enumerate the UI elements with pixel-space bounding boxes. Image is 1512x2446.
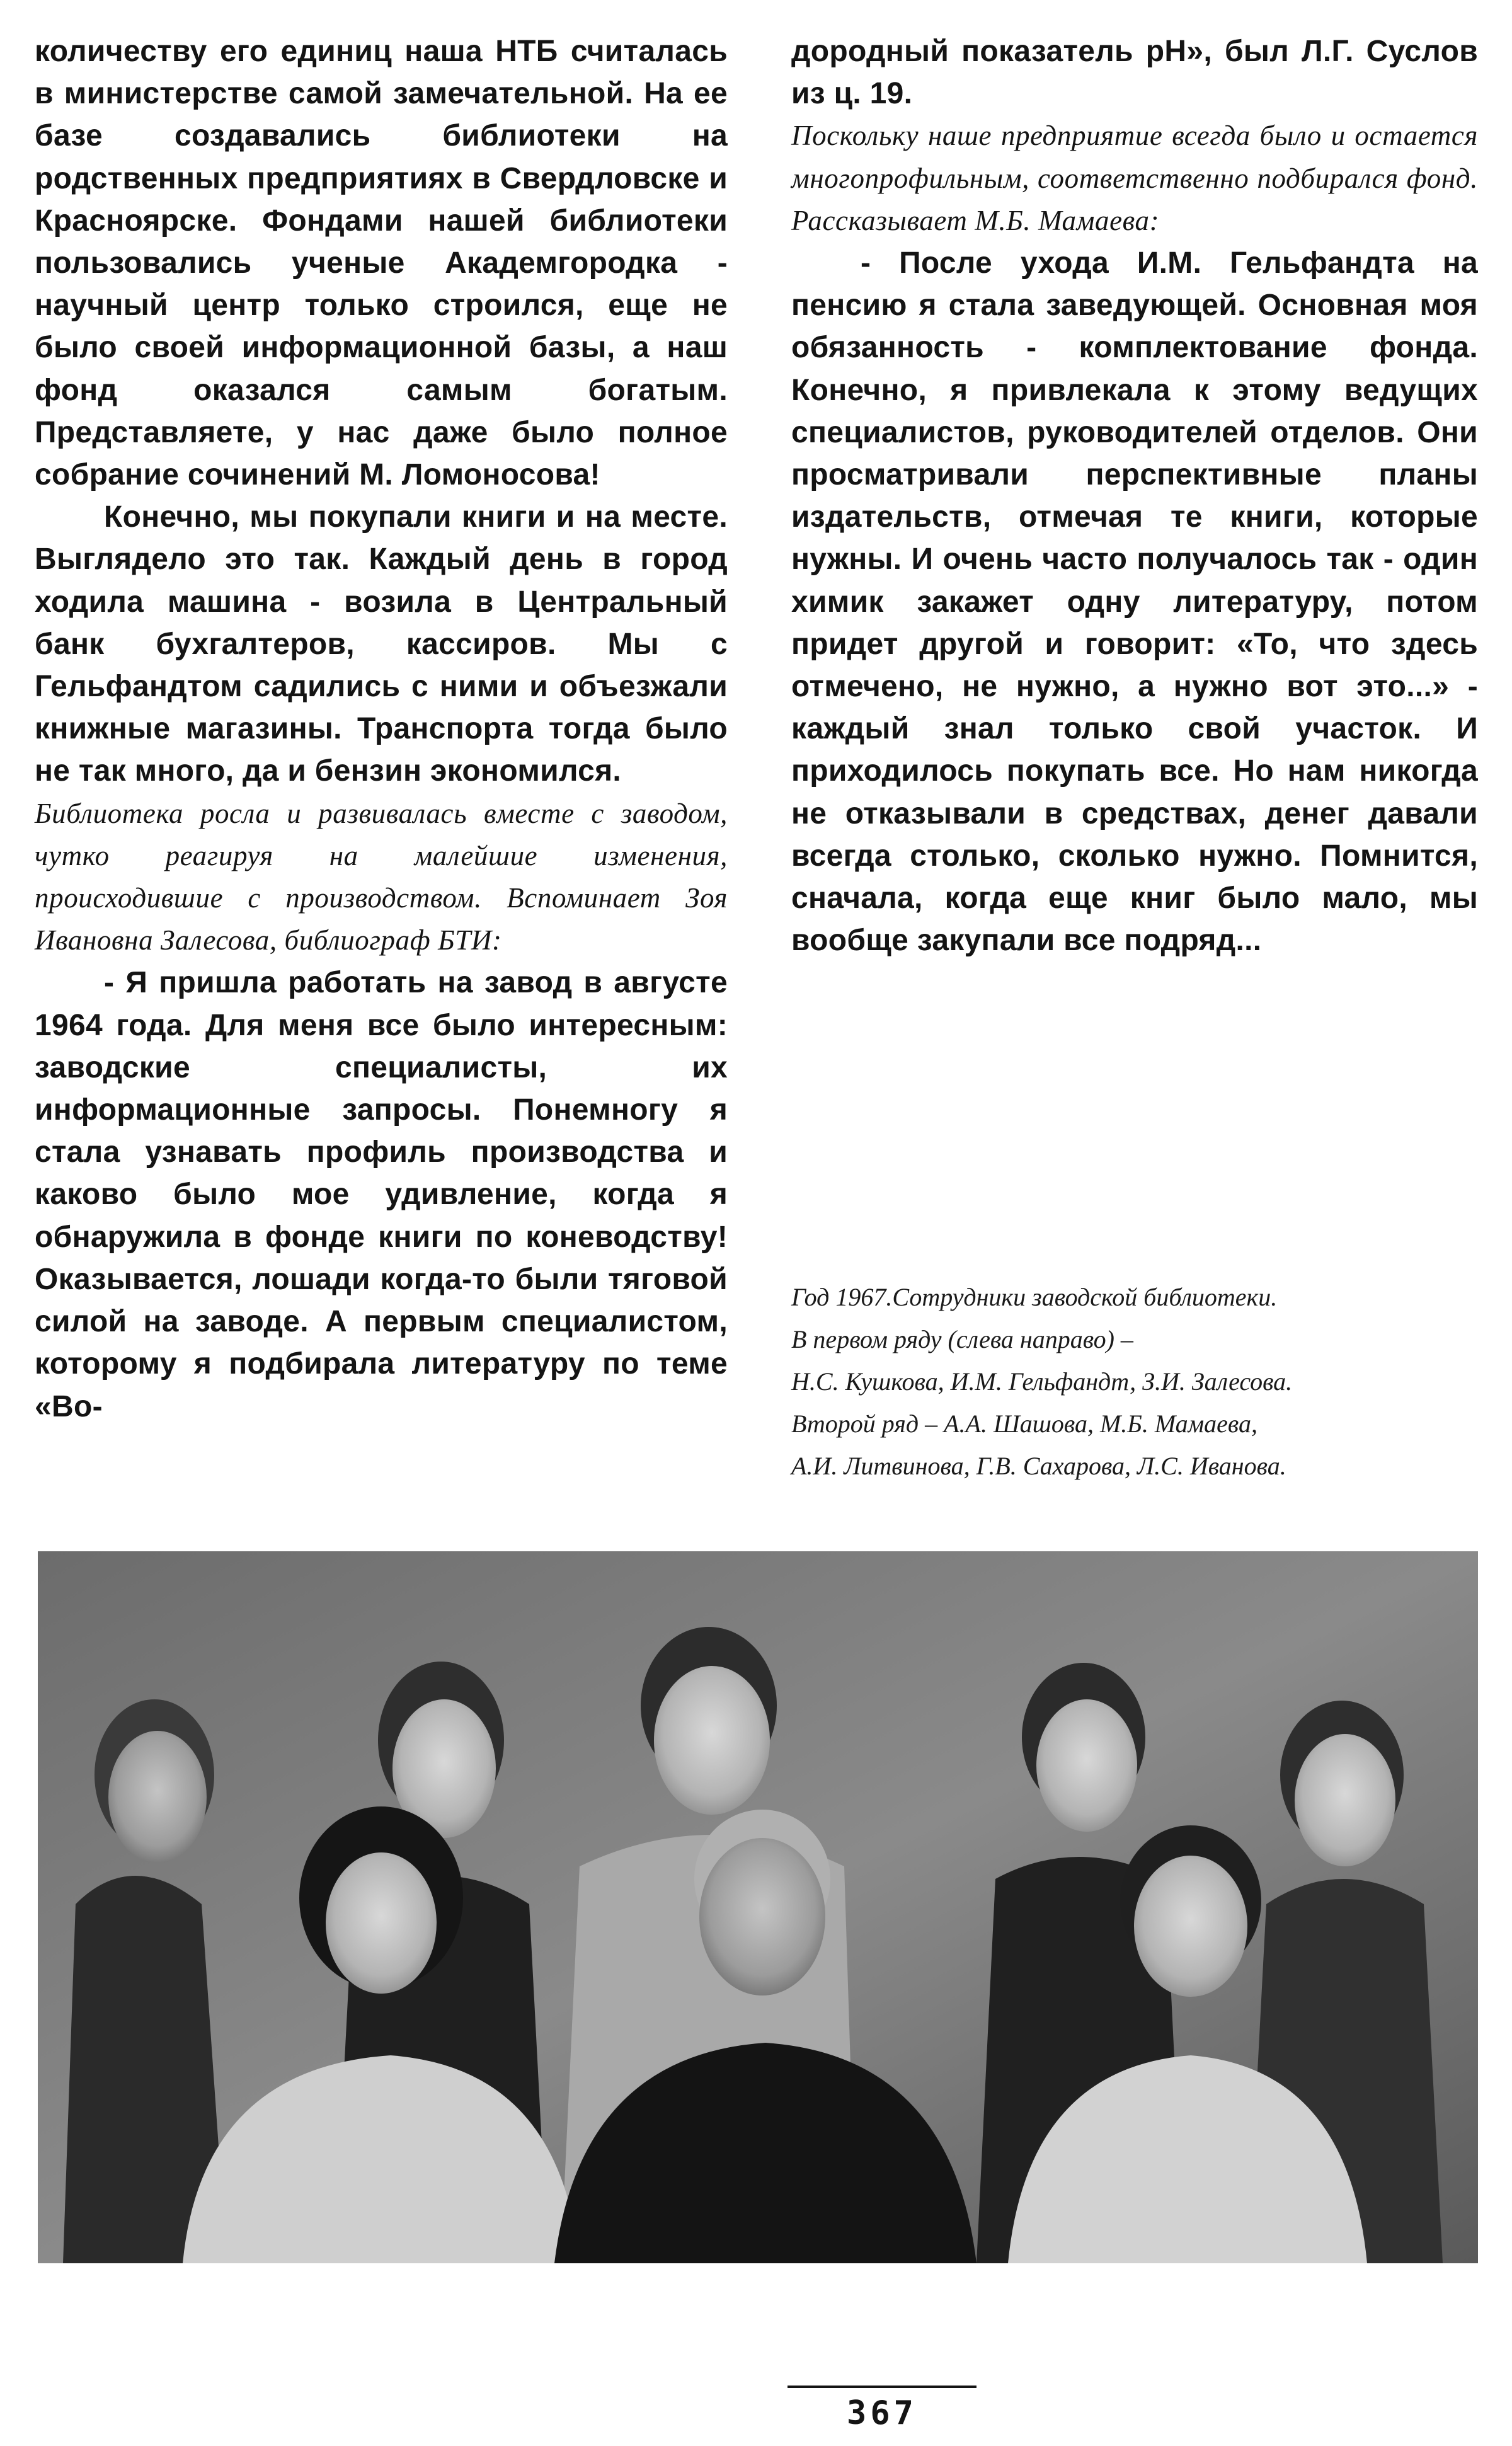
paragraph: - После ухода И.М. Гельфандта на пенсию я стала заведующей. Основная моя обязанность - комплектование фонда. Конечно, я привлекала к этому ведущих специалистов, руководителей отделов. Они просматривали перспективные планы издательств, отмечая те книги, которые нужны. И очень часто получалось так - один химик закажет одну литературу, потом придет другой и говорит: «То, что здесь отмечено, не нужно, а нужно вот это...» - каждый знал только свой участок. И приходилось покупать все. Но нам никогда не отказывали в средствах, денег давали всегда столько, сколько нужно. Помнится, сначала, когда еще книг было мало, мы вообще закупали все подряд...: [791, 246, 1478, 958]
paragraph: Конечно, мы покупали книги и на месте. Выглядело это так. Каждый день в город ходила машина - возила в Центральный банк бухгалтеров, кассиров. Мы с Гельфандтом садились с ними и объезжали книжные магазины. Транспорта тогда было не так много, да и бензин экономился.: [35, 500, 728, 788]
caption-line: Второй ряд – А.А. Шашова, М.Б. Мамаева,: [791, 1410, 1258, 1438]
intro-paragraph: Библиотека росла и развивалась вместе с заводом, чутко реагируя на малейшие изменения, происходившие с производством. Вспоминает Зоя Ивановна Залесова, библиограф БТИ:: [35, 797, 728, 956]
left-column: [35, 30, 728, 1428]
paragraph: - Я пришла работать на завод в августе 1964 года. Для меня все было интересным: заводские специалисты, их информационные запросы. Понемногу я стала узнавать профиль производства и каково было мое удивление, когда я обнаружила в фонде книги по коневодству! Оказывается, лошади когда-то были тяговой силой на заводе. А первым специалистом, которому я подбирала литературу по теме «Во-: [35, 966, 728, 1423]
intro-paragraph: Поскольку наше предприятие всегда было и остается многопрофильным, соответственно подбирался фонд. Рассказывает М.Б. Мамаева:: [791, 120, 1478, 236]
photo-caption: [791, 1276, 1484, 1487]
paragraph: количеству его единиц наша НТБ считалась в министерстве самой замечательной. На ее базе создавались библиотеки на родственных предприятиях в Свердловске и Красноярске. Фондами нашей библиотеки пользовались ученые Академгородка - научный центр только строился, еще не было своей информационной базы, а наш фонд оказался самым богатым. Представляете, у нас даже было полное собрание сочинений М. Ломоносова!: [35, 35, 728, 492]
group-portrait-photo: [38, 1551, 1478, 2263]
paragraph: дородный показатель pH», был Л.Г. Суслов из ц. 19.: [791, 35, 1478, 111]
caption-line: В первом ряду (слева направо) –: [791, 1325, 1133, 1353]
caption-line: Н.С. Кушкова, И.М. Гельфандт, З.И. Залесова.: [791, 1367, 1293, 1396]
right-column: [791, 30, 1478, 962]
page-number: 367: [847, 2394, 917, 2432]
page-number-rule: [788, 2386, 976, 2388]
caption-line: Год 1967.Сотрудники заводской библиотеки.: [791, 1283, 1278, 1311]
photo-illustration: [38, 1551, 1478, 2263]
caption-line: А.И. Литвинова, Г.В. Сахарова, Л.С. Иванова.: [791, 1452, 1286, 1480]
